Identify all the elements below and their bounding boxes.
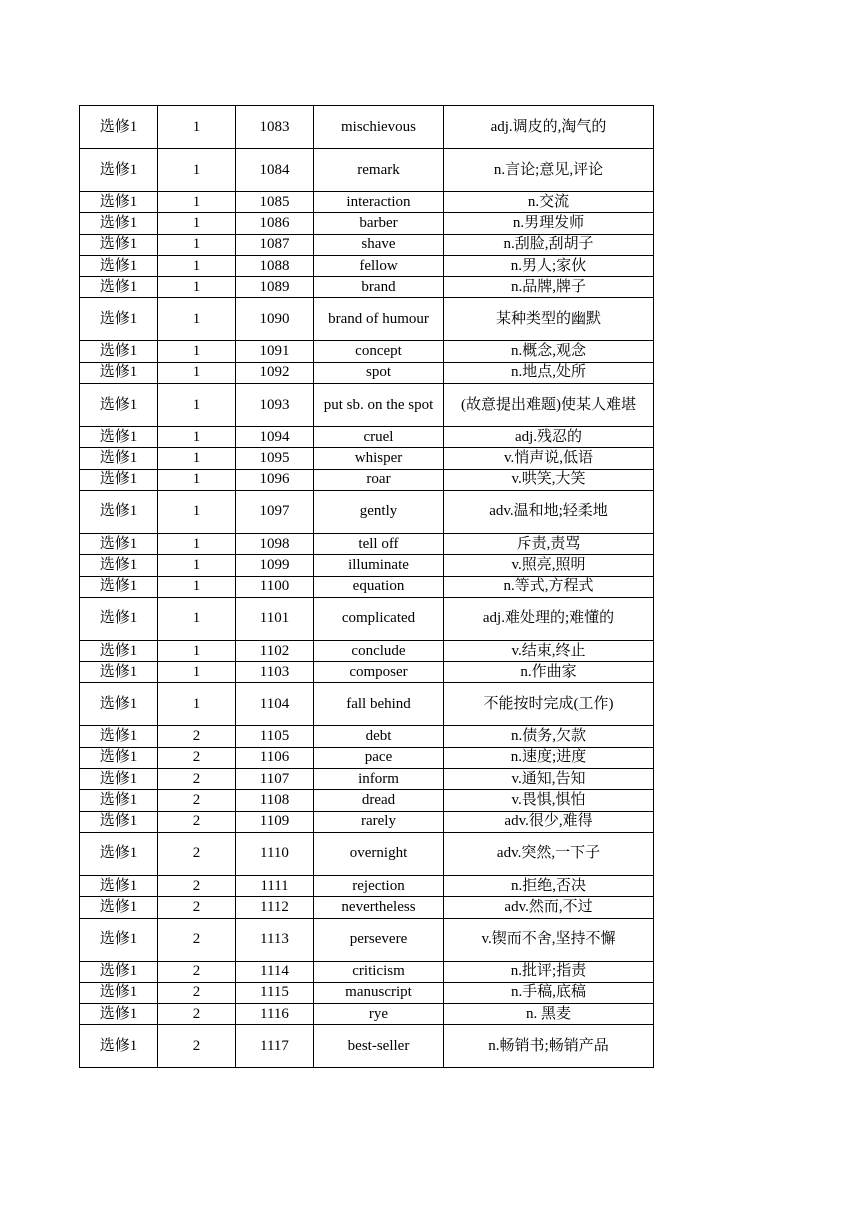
- entry-number-cell: 1093: [236, 384, 314, 427]
- unit-cell: 2: [158, 726, 236, 747]
- english-word-cell: rejection: [314, 875, 444, 896]
- unit-cell: 1: [158, 533, 236, 554]
- entry-number-cell: 1113: [236, 918, 314, 961]
- table-row: [80, 918, 654, 961]
- unit-cell: 1: [158, 427, 236, 448]
- chinese-meaning-cell: n.作曲家: [444, 662, 654, 683]
- entry-number-cell: 1090: [236, 298, 314, 341]
- entry-number-cell: 1102: [236, 640, 314, 661]
- unit-cell: 1: [158, 662, 236, 683]
- course-cell: 选修1: [80, 918, 158, 961]
- unit-cell: 1: [158, 576, 236, 597]
- english-word-cell: composer: [314, 662, 444, 683]
- entry-number-cell: 1109: [236, 811, 314, 832]
- course-cell: 选修1: [80, 469, 158, 490]
- chinese-meaning-cell: n.交流: [444, 192, 654, 213]
- chinese-meaning-cell: adv.突然,一下子: [444, 832, 654, 875]
- course-cell: 选修1: [80, 213, 158, 234]
- unit-cell: 1: [158, 469, 236, 490]
- english-word-cell: roar: [314, 469, 444, 490]
- table-row: [80, 811, 654, 832]
- entry-number-cell: 1101: [236, 597, 314, 640]
- english-word-cell: conclude: [314, 640, 444, 661]
- course-cell: 选修1: [80, 192, 158, 213]
- table-row: [80, 982, 654, 1003]
- course-cell: 选修1: [80, 832, 158, 875]
- english-word-cell: rye: [314, 1004, 444, 1025]
- course-cell: 选修1: [80, 597, 158, 640]
- chinese-meaning-cell: v.锲而不舍,坚持不懈: [444, 918, 654, 961]
- unit-cell: 1: [158, 555, 236, 576]
- chinese-meaning-cell: v.畏惧,惧怕: [444, 790, 654, 811]
- table-row: [80, 384, 654, 427]
- english-word-cell: whisper: [314, 448, 444, 469]
- vocabulary-table: [79, 105, 654, 1068]
- chinese-meaning-cell: n.刮脸,刮胡子: [444, 234, 654, 255]
- unit-cell: 1: [158, 683, 236, 726]
- table-row: [80, 961, 654, 982]
- course-cell: 选修1: [80, 811, 158, 832]
- course-cell: 选修1: [80, 341, 158, 362]
- table-row: [80, 832, 654, 875]
- chinese-meaning-cell: v.结束,终止: [444, 640, 654, 661]
- unit-cell: 1: [158, 277, 236, 298]
- unit-cell: 1: [158, 341, 236, 362]
- chinese-meaning-cell: n.男人;家伙: [444, 255, 654, 276]
- unit-cell: 1: [158, 106, 236, 149]
- english-word-cell: shave: [314, 234, 444, 255]
- course-cell: 选修1: [80, 149, 158, 192]
- course-cell: 选修1: [80, 576, 158, 597]
- course-cell: 选修1: [80, 961, 158, 982]
- table-row: [80, 662, 654, 683]
- course-cell: 选修1: [80, 490, 158, 533]
- entry-number-cell: 1104: [236, 683, 314, 726]
- entry-number-cell: 1094: [236, 427, 314, 448]
- course-cell: 选修1: [80, 533, 158, 554]
- table-row: [80, 469, 654, 490]
- unit-cell: 1: [158, 597, 236, 640]
- entry-number-cell: 1108: [236, 790, 314, 811]
- chinese-meaning-cell: n.等式,方程式: [444, 576, 654, 597]
- unit-cell: 2: [158, 897, 236, 918]
- english-word-cell: brand of humour: [314, 298, 444, 341]
- unit-cell: 2: [158, 832, 236, 875]
- table-row: [80, 1004, 654, 1025]
- unit-cell: 1: [158, 213, 236, 234]
- chinese-meaning-cell: n. 黑麦: [444, 1004, 654, 1025]
- chinese-meaning-cell: adv.很少,难得: [444, 811, 654, 832]
- chinese-meaning-cell: n.手稿,底稿: [444, 982, 654, 1003]
- entry-number-cell: 1106: [236, 747, 314, 768]
- chinese-meaning-cell: n.地点,处所: [444, 362, 654, 383]
- course-cell: 选修1: [80, 427, 158, 448]
- entry-number-cell: 1084: [236, 149, 314, 192]
- table-row: [80, 255, 654, 276]
- english-word-cell: manuscript: [314, 982, 444, 1003]
- table-row: [80, 341, 654, 362]
- entry-number-cell: 1103: [236, 662, 314, 683]
- english-word-cell: complicated: [314, 597, 444, 640]
- table-row: [80, 298, 654, 341]
- entry-number-cell: 1116: [236, 1004, 314, 1025]
- entry-number-cell: 1092: [236, 362, 314, 383]
- course-cell: 选修1: [80, 277, 158, 298]
- table-row: [80, 448, 654, 469]
- chinese-meaning-cell: (故意提出难题)使某人难堪: [444, 384, 654, 427]
- english-word-cell: equation: [314, 576, 444, 597]
- english-word-cell: interaction: [314, 192, 444, 213]
- entry-number-cell: 1110: [236, 832, 314, 875]
- unit-cell: 2: [158, 961, 236, 982]
- chinese-meaning-cell: adv.温和地;轻柔地: [444, 490, 654, 533]
- entry-number-cell: 1111: [236, 875, 314, 896]
- course-cell: 选修1: [80, 875, 158, 896]
- table-row: [80, 213, 654, 234]
- unit-cell: 1: [158, 384, 236, 427]
- table-row: [80, 533, 654, 554]
- course-cell: 选修1: [80, 982, 158, 1003]
- chinese-meaning-cell: 不能按时完成(工作): [444, 683, 654, 726]
- entry-number-cell: 1107: [236, 769, 314, 790]
- unit-cell: 1: [158, 149, 236, 192]
- entry-number-cell: 1086: [236, 213, 314, 234]
- english-word-cell: barber: [314, 213, 444, 234]
- course-cell: 选修1: [80, 106, 158, 149]
- table-row: [80, 897, 654, 918]
- course-cell: 选修1: [80, 640, 158, 661]
- english-word-cell: dread: [314, 790, 444, 811]
- chinese-meaning-cell: n.言论;意见,评论: [444, 149, 654, 192]
- table-row: [80, 106, 654, 149]
- english-word-cell: concept: [314, 341, 444, 362]
- table-row: [80, 277, 654, 298]
- chinese-meaning-cell: adj.残忍的: [444, 427, 654, 448]
- entry-number-cell: 1085: [236, 192, 314, 213]
- english-word-cell: put sb. on the spot: [314, 384, 444, 427]
- entry-number-cell: 1115: [236, 982, 314, 1003]
- chinese-meaning-cell: n.拒绝,否决: [444, 875, 654, 896]
- table-row: [80, 234, 654, 255]
- table-row: [80, 790, 654, 811]
- english-word-cell: mischievous: [314, 106, 444, 149]
- chinese-meaning-cell: n.男理发师: [444, 213, 654, 234]
- table-row: [80, 149, 654, 192]
- course-cell: 选修1: [80, 662, 158, 683]
- unit-cell: 2: [158, 747, 236, 768]
- unit-cell: 2: [158, 1004, 236, 1025]
- chinese-meaning-cell: n.批评;指责: [444, 961, 654, 982]
- english-word-cell: debt: [314, 726, 444, 747]
- entry-number-cell: 1117: [236, 1025, 314, 1068]
- english-word-cell: spot: [314, 362, 444, 383]
- entry-number-cell: 1096: [236, 469, 314, 490]
- chinese-meaning-cell: n.畅销书;畅销产品: [444, 1025, 654, 1068]
- course-cell: 选修1: [80, 769, 158, 790]
- unit-cell: 2: [158, 811, 236, 832]
- table-row: [80, 875, 654, 896]
- english-word-cell: pace: [314, 747, 444, 768]
- unit-cell: 2: [158, 875, 236, 896]
- course-cell: 选修1: [80, 1004, 158, 1025]
- entry-number-cell: 1087: [236, 234, 314, 255]
- table-row: [80, 640, 654, 661]
- entry-number-cell: 1100: [236, 576, 314, 597]
- unit-cell: 2: [158, 982, 236, 1003]
- english-word-cell: fall behind: [314, 683, 444, 726]
- entry-number-cell: 1097: [236, 490, 314, 533]
- english-word-cell: criticism: [314, 961, 444, 982]
- course-cell: 选修1: [80, 790, 158, 811]
- course-cell: 选修1: [80, 683, 158, 726]
- english-word-cell: nevertheless: [314, 897, 444, 918]
- table-row: [80, 490, 654, 533]
- chinese-meaning-cell: v.哄笑,大笑: [444, 469, 654, 490]
- course-cell: 选修1: [80, 747, 158, 768]
- entry-number-cell: 1095: [236, 448, 314, 469]
- entry-number-cell: 1114: [236, 961, 314, 982]
- chinese-meaning-cell: n.概念,观念: [444, 341, 654, 362]
- chinese-meaning-cell: n.速度;进度: [444, 747, 654, 768]
- chinese-meaning-cell: n.品牌,牌子: [444, 277, 654, 298]
- chinese-meaning-cell: 某种类型的幽默: [444, 298, 654, 341]
- table-row: [80, 683, 654, 726]
- table-row: [80, 555, 654, 576]
- unit-cell: 1: [158, 640, 236, 661]
- english-word-cell: tell off: [314, 533, 444, 554]
- table-row: [80, 597, 654, 640]
- table-row: [80, 1025, 654, 1068]
- unit-cell: 2: [158, 918, 236, 961]
- entry-number-cell: 1088: [236, 255, 314, 276]
- english-word-cell: persevere: [314, 918, 444, 961]
- english-word-cell: best-seller: [314, 1025, 444, 1068]
- unit-cell: 2: [158, 1025, 236, 1068]
- chinese-meaning-cell: adj.调皮的,淘气的: [444, 106, 654, 149]
- english-word-cell: brand: [314, 277, 444, 298]
- unit-cell: 1: [158, 362, 236, 383]
- table-row: [80, 427, 654, 448]
- table-row: [80, 192, 654, 213]
- course-cell: 选修1: [80, 448, 158, 469]
- entry-number-cell: 1112: [236, 897, 314, 918]
- course-cell: 选修1: [80, 384, 158, 427]
- table-row: [80, 576, 654, 597]
- course-cell: 选修1: [80, 555, 158, 576]
- unit-cell: 1: [158, 255, 236, 276]
- entry-number-cell: 1089: [236, 277, 314, 298]
- table-row: [80, 362, 654, 383]
- english-word-cell: gently: [314, 490, 444, 533]
- table-row: [80, 769, 654, 790]
- chinese-meaning-cell: adv.然而,不过: [444, 897, 654, 918]
- unit-cell: 1: [158, 448, 236, 469]
- english-word-cell: inform: [314, 769, 444, 790]
- entry-number-cell: 1105: [236, 726, 314, 747]
- unit-cell: 1: [158, 192, 236, 213]
- english-word-cell: cruel: [314, 427, 444, 448]
- chinese-meaning-cell: v.照亮,照明: [444, 555, 654, 576]
- entry-number-cell: 1083: [236, 106, 314, 149]
- unit-cell: 2: [158, 769, 236, 790]
- english-word-cell: remark: [314, 149, 444, 192]
- course-cell: 选修1: [80, 298, 158, 341]
- english-word-cell: overnight: [314, 832, 444, 875]
- chinese-meaning-cell: v.悄声说,低语: [444, 448, 654, 469]
- english-word-cell: rarely: [314, 811, 444, 832]
- course-cell: 选修1: [80, 897, 158, 918]
- vocabulary-table-body: [80, 106, 654, 1068]
- entry-number-cell: 1099: [236, 555, 314, 576]
- unit-cell: 1: [158, 234, 236, 255]
- course-cell: 选修1: [80, 234, 158, 255]
- unit-cell: 1: [158, 490, 236, 533]
- course-cell: 选修1: [80, 255, 158, 276]
- course-cell: 选修1: [80, 362, 158, 383]
- table-row: [80, 726, 654, 747]
- chinese-meaning-cell: v.通知,告知: [444, 769, 654, 790]
- unit-cell: 2: [158, 790, 236, 811]
- chinese-meaning-cell: 斥责,责骂: [444, 533, 654, 554]
- english-word-cell: fellow: [314, 255, 444, 276]
- entry-number-cell: 1098: [236, 533, 314, 554]
- unit-cell: 1: [158, 298, 236, 341]
- english-word-cell: illuminate: [314, 555, 444, 576]
- table-row: [80, 747, 654, 768]
- chinese-meaning-cell: adj.难处理的;难懂的: [444, 597, 654, 640]
- course-cell: 选修1: [80, 1025, 158, 1068]
- chinese-meaning-cell: n.债务,欠款: [444, 726, 654, 747]
- course-cell: 选修1: [80, 726, 158, 747]
- entry-number-cell: 1091: [236, 341, 314, 362]
